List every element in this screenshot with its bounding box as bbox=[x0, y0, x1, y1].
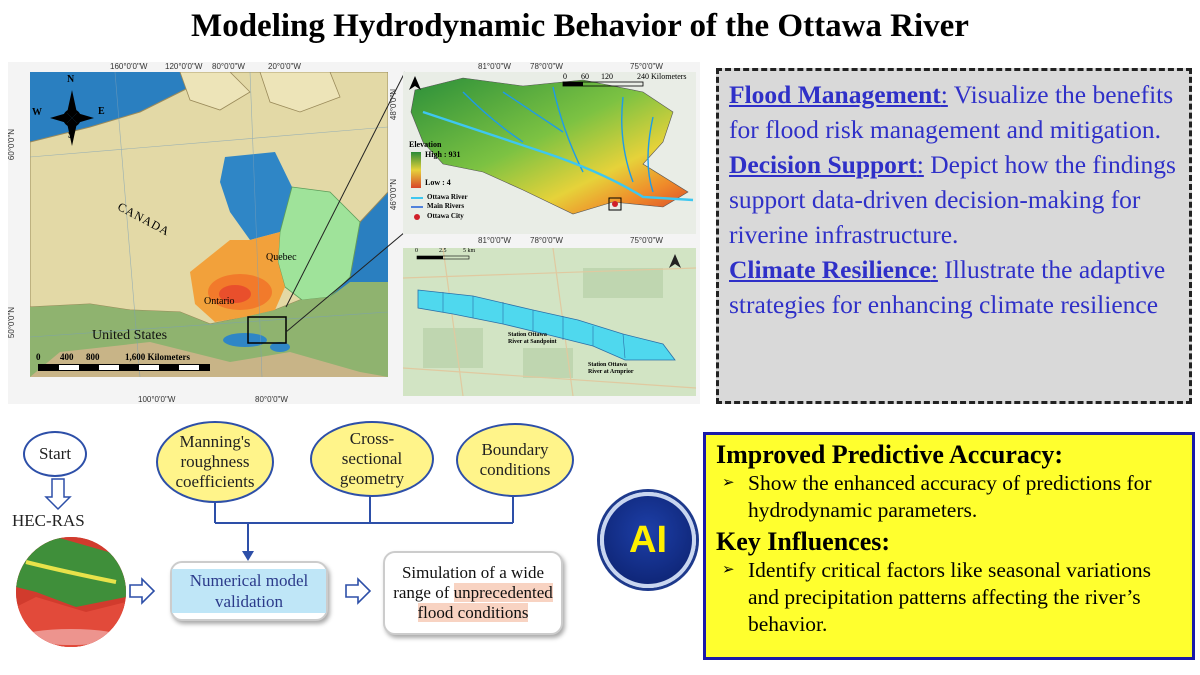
objectives-panel bbox=[716, 68, 1192, 404]
validation-box bbox=[170, 561, 328, 621]
river-map bbox=[403, 248, 696, 396]
scale-tick: 0 bbox=[563, 72, 567, 81]
tick-label: 120°0'0"W bbox=[165, 62, 203, 71]
tick-label: 80°0'0"W bbox=[212, 62, 245, 71]
tick-label: 20°0'0"W bbox=[268, 62, 301, 71]
outcomes-panel bbox=[703, 432, 1195, 660]
simulation-box bbox=[383, 551, 563, 635]
tick-label: 60°0'0"N bbox=[7, 128, 17, 161]
objective-heading: Flood Management bbox=[729, 80, 941, 109]
legend-low: Low : 4 bbox=[425, 178, 451, 187]
validation-text: Numerical model validation bbox=[172, 569, 326, 613]
scale-tick: 400 bbox=[60, 352, 74, 362]
scale-tick: 5 km bbox=[463, 248, 476, 254]
objective-text: Depict how the findings support data-driven decision-making for riverine infrastructure. bbox=[729, 150, 1176, 249]
label-quebec: Quebec bbox=[266, 252, 297, 263]
outcome-text: Show the enhanced accuracy of predictions for hydrodynamic parameters. bbox=[748, 471, 1152, 522]
station-label: Station Ottawa River at Sandpoint bbox=[508, 332, 557, 345]
scale-tick: 1,600 Kilometers bbox=[125, 352, 190, 362]
hecras-label: HEC-RAS bbox=[12, 511, 85, 530]
ai-badge-text: AI bbox=[629, 518, 667, 561]
label-canada: CANADA bbox=[115, 199, 173, 239]
station-label: Station Ottawa River at Arnprior bbox=[588, 362, 634, 375]
input-oval-geometry: Cross-sectional geometry bbox=[310, 421, 434, 497]
tick-label: 80°0'0"W bbox=[255, 395, 288, 404]
simulation-highlight: unprecedented flood conditions bbox=[417, 583, 553, 622]
legend-title: Elevation bbox=[409, 140, 442, 149]
basin-map bbox=[403, 72, 696, 234]
legend-high: High : 931 bbox=[425, 150, 461, 159]
tick-label: 160°0'0"W bbox=[110, 62, 148, 71]
tick-label: 50°0'0"N bbox=[7, 306, 17, 339]
objective-heading: Decision Support bbox=[729, 150, 917, 179]
objective-item: Decision Support: Depict how the findings support data-driven decision-making for riverine infrastructure. bbox=[729, 150, 1176, 249]
tick-label: 48°0'0"N bbox=[389, 88, 399, 121]
compass-n: N bbox=[67, 74, 75, 85]
scale-tick: 240 Kilometers bbox=[637, 72, 687, 81]
ai-badge-icon bbox=[600, 492, 696, 588]
scale-tick: 0 bbox=[36, 352, 41, 362]
arrow-bullet-icon: ➢ bbox=[722, 475, 735, 491]
objective-item: Climate Resilience: Illustrate the adaptive strategies for enhancing climate resilience bbox=[729, 255, 1166, 319]
legend-ottawa-river: Ottawa River bbox=[427, 193, 468, 201]
legend-main-rivers: Main Rivers bbox=[427, 202, 465, 210]
tick-label: 78°0'0"W bbox=[530, 236, 563, 245]
objective-heading: Climate Resilience bbox=[729, 255, 931, 284]
hecras-thumbnail bbox=[16, 537, 126, 647]
compass-e: E bbox=[98, 106, 105, 117]
connector-lines bbox=[280, 62, 420, 352]
tick-label: 81°0'0"W bbox=[478, 62, 511, 71]
outcome-text: Identify critical factors like seasonal variations and precipitation patterns affecting the river’s behavior. bbox=[748, 558, 1151, 636]
label-ontario: Ontario bbox=[204, 296, 235, 307]
scale-tick: 120 bbox=[601, 72, 613, 81]
compass-w: W bbox=[32, 107, 42, 118]
outcome-item bbox=[716, 470, 1182, 524]
objective-item: Flood Management: Visualize the benefits for flood risk management and mitigation. bbox=[729, 80, 1174, 144]
input-oval-boundary: Boundary conditions bbox=[456, 423, 574, 497]
legend-ottawa-city: Ottawa City bbox=[427, 212, 464, 220]
outcome-item bbox=[716, 557, 1182, 638]
tick-label: 81°0'0"W bbox=[478, 236, 511, 245]
workflow-diagram bbox=[8, 415, 598, 670]
outcome-heading: Key Influences: bbox=[716, 527, 891, 556]
outcome-heading: Improved Predictive Accuracy: bbox=[716, 440, 1064, 469]
tick-label: 75°0'0"W bbox=[630, 236, 663, 245]
tick-label: 46°0'0"N bbox=[389, 178, 399, 211]
tick-label: 78°0'0"W bbox=[530, 62, 563, 71]
scale-tick: 0 bbox=[415, 248, 418, 254]
objective-text: Illustrate the adaptive strategies for enhancing climate resilience bbox=[729, 255, 1166, 319]
scale-tick: 2.5 bbox=[439, 248, 447, 254]
scale-tick: 60 bbox=[581, 72, 589, 81]
tick-label: 100°0'0"W bbox=[138, 395, 176, 404]
river-reach-graphic bbox=[403, 248, 696, 396]
simulation-text bbox=[393, 563, 553, 623]
tick-label: 75°0'0"W bbox=[630, 62, 663, 71]
objective-text: Visualize the benefits for flood risk management and mitigation. bbox=[729, 80, 1174, 144]
arrow-bullet-icon: ➢ bbox=[722, 562, 735, 578]
simulation-prefix: Simulation of a wide range of bbox=[393, 563, 545, 602]
label-united-states: United States bbox=[92, 328, 168, 343]
scale-tick: 800 bbox=[86, 352, 100, 362]
compass-s: S bbox=[68, 130, 74, 141]
page-title: Modeling Hydrodynamic Behavior of the Ottawa River bbox=[191, 8, 969, 44]
start-node: Start bbox=[23, 431, 87, 477]
scale-bar bbox=[38, 364, 210, 371]
input-oval-manning: Manning's roughness coefficients bbox=[156, 421, 274, 503]
